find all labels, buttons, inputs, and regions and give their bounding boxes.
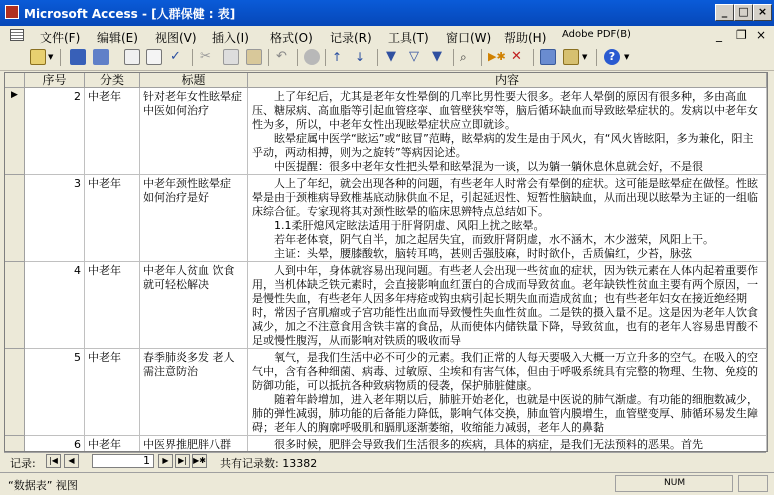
mdi-restore-button[interactable]: ❐ (736, 28, 747, 42)
print-icon[interactable] (124, 49, 140, 65)
menu-file[interactable]: 文件(F) (40, 31, 81, 45)
cell-content[interactable] (248, 175, 767, 262)
close-button[interactable] (753, 4, 772, 21)
mdi-close-button[interactable]: × (756, 28, 767, 42)
current-record-arrow-icon: ▶ (11, 90, 18, 100)
save-icon[interactable] (70, 49, 86, 65)
cell-title[interactable]: 针对老年女性眩晕症 中医如何治疗 (140, 88, 248, 175)
cell-title[interactable]: 中老年颈性眩晕症 如何治疗是好 (140, 175, 248, 262)
undo-icon[interactable]: ↶ (276, 49, 287, 64)
content-paragraph: 人到中年，身体就容易出现问题。有些老人会出现一些贫血的症状，因为铁元素在人体内起着重要作用，当机体缺乏铁元素时，会直接影响血红蛋白的合成而导致贫血。老年缺铁性贫血主要有两个原因，一是慢性失血，有些老年人因多年痔疮或钩虫病引起长期失血而造成贫血；也有些老年妇女在接近绝经期时，常因子宫肌瘤或子宫功能性出血而导致慢性失血性贫血。二是铁的摄入量不足。这是因为老年人饮食减少，加之不注意食用含铁丰富的食品，从而使体内储铁量下降，导致贫血，也有的老年人容易患胃酸不足或慢性腹泻，从而影响对铁质的吸收而导 (252, 264, 758, 347)
sort-descending-icon[interactable]: ↓ (355, 50, 366, 64)
spelling-icon[interactable]: ✓ (170, 49, 181, 64)
cell-title[interactable]: 春季肺炎多发 老人需注意防治 (140, 349, 248, 436)
content-paragraph: 眩晕症属中医学“眩运”或“眩冒”范畴，眩晕病的发生是由于风火，有“风火皆眩阳，多为兼化，阳主乎动，两动相搏，则为之旋转”等病因论述。 (252, 132, 754, 159)
paste-icon[interactable] (246, 49, 262, 65)
record-selector[interactable] (5, 436, 25, 452)
menu-edit[interactable]: 编辑(E) (97, 31, 138, 45)
view-dropdown-arrow-icon[interactable]: ▼ (48, 53, 54, 61)
toolbar-options-icon[interactable]: ▼ (624, 53, 630, 61)
select-all-corner[interactable] (5, 73, 25, 88)
copy-icon[interactable] (223, 49, 239, 65)
first-record-button[interactable] (46, 454, 61, 468)
table-row[interactable] (5, 262, 767, 349)
menu-bar (0, 26, 774, 46)
toolbar-separator (192, 49, 193, 66)
toolbar-separator (481, 49, 482, 66)
sort-ascending-icon[interactable]: ↑ (332, 50, 343, 64)
cell-id[interactable]: 6 (25, 436, 85, 452)
cell-id[interactable]: 5 (25, 349, 85, 436)
cell-title[interactable]: 中医界推肥胖八群 (140, 436, 248, 452)
column-header-id[interactable]: 序号 (25, 73, 85, 88)
cell-category[interactable]: 中老年 (85, 349, 140, 436)
record-selector[interactable] (5, 262, 25, 349)
total-records-text: 共有记录数: 13382 (220, 457, 318, 470)
help-icon[interactable]: ? (604, 49, 620, 65)
cell-title[interactable]: 中老年人贫血 饮食就可轻松解决 (140, 262, 248, 349)
num-lock-text: NUM (664, 478, 686, 488)
maximize-button[interactable] (734, 4, 753, 21)
content-paragraph: 主证：头晕，腰膝酸软，脑转耳鸣，甚则舌强肢麻，时时欲仆，舌质偏红，少苔，脉弦 (274, 247, 692, 260)
menu-tools[interactable]: 工具(T) (388, 31, 429, 45)
content-paragraph: 上了年纪后，尤其是老年女性晕倒的几率比男性要大很多。老年人晕倒的原因有很多种，多由高血压、糖尿病、高血脂等引起血管痉挛、血管壁狭窄等，脑后循环缺血而导致眩晕症状的。发病以中老年女性为多，所以，中老年女性出现眩晕症状应立即就诊。 (252, 90, 758, 131)
cell-content[interactable] (248, 262, 767, 349)
cell-category[interactable]: 中老年 (85, 436, 140, 452)
toolbar-separator (377, 49, 378, 66)
print-preview-icon[interactable] (146, 49, 162, 65)
current-record-input[interactable]: 1 (92, 454, 154, 468)
toolbar-separator (268, 49, 269, 66)
record-label: 记录: (10, 457, 36, 470)
window-title: Microsoft Access - [人群保健 : 表] (24, 7, 236, 21)
table-row[interactable] (5, 436, 767, 452)
previous-record-icon: ◀ (68, 456, 75, 465)
close-icon: × (757, 5, 768, 18)
toolbar-separator (325, 49, 326, 66)
column-header-category[interactable]: 分类 (85, 73, 140, 88)
status-bar (0, 472, 774, 495)
cell-id[interactable]: 4 (25, 262, 85, 349)
view-status-text: “数据表” 视图 (8, 479, 78, 492)
new-object-icon[interactable] (563, 49, 579, 65)
delete-record-icon[interactable]: ✕ (511, 49, 522, 64)
title-bar[interactable] (0, 0, 774, 26)
filter-by-selection-icon[interactable]: ▼ (386, 49, 396, 64)
cell-content[interactable] (248, 349, 767, 436)
table-row[interactable] (5, 349, 767, 436)
cell-content[interactable] (248, 436, 767, 452)
menu-format[interactable]: 格式(O) (270, 31, 313, 45)
cell-content[interactable] (248, 88, 767, 175)
toolbar-separator (60, 49, 61, 66)
last-record-button[interactable] (175, 454, 190, 468)
insert-hyperlink-icon[interactable] (304, 49, 320, 65)
new-record-icon[interactable]: ▶✱ (488, 50, 506, 63)
find-icon[interactable]: ⌕ (460, 50, 467, 64)
file-search-icon[interactable] (93, 49, 109, 65)
content-paragraph: 1.1柔肝熄风定眩法适用于肝肾阴虚、风阳上扰之眩晕。 (274, 219, 545, 232)
maximize-icon: □ (738, 5, 749, 18)
apply-filter-icon[interactable]: ▼ (432, 49, 442, 64)
menu-adobe-pdf[interactable]: Adobe PDF(B) (562, 29, 631, 40)
toolbar-separator (297, 49, 298, 66)
cell-id[interactable]: 2 (25, 88, 85, 175)
menu-window[interactable]: 窗口(W) (446, 31, 492, 45)
next-record-icon: ▶ (162, 456, 169, 465)
content-paragraph: 随着年龄增加，进入老年期以后，肺脏开始老化，也就是中医说的肺气渐虚。有功能的细胞数减少，肺的弹性减弱，肺功能的后备能力降低，影响气体交换，肺血管内膜增生，血管壁变厚、肺循环易发生障碍；老年人的胸廓呼吸肌和膈肌逐渐萎缩，收缩能力减弱，老年人的鼻黏 (252, 393, 758, 434)
column-header-title[interactable]: 标题 (140, 73, 248, 88)
num-lock-indicator (615, 475, 733, 492)
cell-category[interactable]: 中老年 (85, 175, 140, 262)
record-selector[interactable] (5, 175, 25, 262)
new-object-dropdown-icon[interactable]: ▼ (582, 53, 588, 61)
cut-icon[interactable]: ✂ (200, 49, 211, 64)
table-row[interactable] (5, 88, 767, 175)
minimize-icon: _ (721, 5, 728, 18)
cell-category[interactable]: 中老年 (85, 88, 140, 175)
content-paragraph: 很多时候，肥胖会导致我们生活很多的疾病，具体的病症，是我们无法预料的恶果。首先 (274, 438, 703, 451)
content-paragraph: 人上了年纪，就会出现各种的问题，有些老年人时常会有晕倒的症状。这可能是眩晕症在做怪。性眩晕是由于颈椎病导致椎基底动脉供血不足，引起延迟性、短暂性脑缺血，从而出现以眩晕为主证的一组临床综合征。专家现将其对颈性眩晕的临床思辨特点总结如下。 (252, 177, 758, 218)
toolbar (0, 46, 774, 71)
content-paragraph: 若年老体衰，阴气自半，加之起居失宜，而致肝肾阴虚，水不涵木，木少滋荣，风阳上干。 (274, 233, 714, 246)
toolbar-separator (533, 49, 534, 66)
mdi-minimize-button[interactable]: _ (716, 28, 722, 42)
new-record-nav-icon: ▶✱ (193, 456, 206, 465)
minimize-button[interactable] (715, 4, 734, 21)
filter-by-form-icon[interactable]: ▽ (409, 49, 419, 64)
datasheet-grid (4, 72, 768, 452)
datasheet-icon[interactable] (10, 29, 24, 41)
cell-category[interactable]: 中老年 (85, 262, 140, 349)
status-panel (738, 475, 768, 492)
cell-id[interactable]: 3 (25, 175, 85, 262)
menu-view[interactable]: 视图(V) (155, 31, 197, 45)
next-record-button[interactable] (158, 454, 173, 468)
previous-record-button[interactable] (64, 454, 79, 468)
first-record-icon: |◀ (49, 456, 58, 465)
table-row[interactable] (5, 175, 767, 262)
menu-help[interactable]: 帮助(H) (504, 31, 547, 45)
column-header-content[interactable]: 内容 (248, 73, 767, 88)
view-toggle-icon[interactable] (30, 49, 46, 65)
toolbar-separator (596, 49, 597, 66)
record-navigation-bar (4, 452, 766, 470)
content-paragraph: 中医提醒：很多中老年女性把头晕和眩晕混为一谈，以为躺一躺休息休息就会好，不是很 (274, 160, 703, 173)
menu-insert[interactable]: 插入(I) (212, 31, 249, 45)
record-selector[interactable] (5, 349, 25, 436)
access-app-icon[interactable] (5, 5, 19, 19)
menu-records[interactable]: 记录(R) (330, 31, 372, 45)
toolbar-separator (453, 49, 454, 66)
database-window-icon[interactable] (540, 49, 556, 65)
new-record-nav-button[interactable] (192, 454, 207, 468)
record-selector[interactable] (5, 88, 25, 175)
last-record-icon: ▶| (178, 456, 187, 465)
content-paragraph: 氧气，是我们生活中必不可少的元素。我们正常的人每天要吸入大概一万立升多的空气。在吸入的空气中，含有各种细菌、病毒、过敏原、尘埃和有害气体，但由于呼吸系统具有完整的物理、生物、免疫的防御功能，可以抵抗各种致病物质的侵袭，保护肺脏健康。 (252, 351, 758, 392)
